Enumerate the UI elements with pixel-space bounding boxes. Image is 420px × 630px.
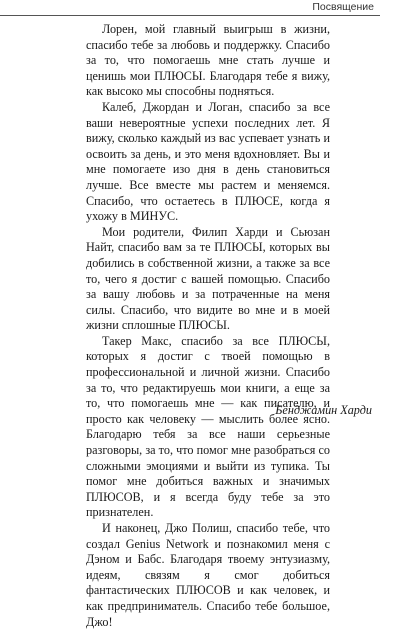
paragraph-tucker-max: Такер Макс, спасибо за все ПЛЮСЫ, которых я достиг с твоей помощью в профессиональной и личной жизни. Спасибо за то, что редактируешь мои книги, а еще за то, что помогаешь мне — как писателю, и просто как человеку — мыслить более ясно. Благодарю тебя за все наши серьезные разговоры, за то, что помог мне разобраться со сложными эмоциями и выйти из тупика. Ты помог мне добиться важных и значимых ПЛЮСОВ, и я всегда буду тебе за это признателен. bbox=[86, 333, 330, 520]
paragraph-lauren: Лорен, мой главный выигрыш в жизни, спасибо тебе за любовь и поддержку. Спасибо за то, что помогаешь мне стать лучше и ценишь мои ПЛЮСЫ. Благодаря тебе я вижу, как высоко мы способны подняться. bbox=[86, 22, 330, 99]
paragraph-joe-polish: И наконец, Джо Полиш, спасибо тебе, что создал Genius Network и познакомил меня с Дэном и Бабс. Благодаря твоему энтузиазму, идеям, связям я смог добиться фантастических ПЛЮСОВ и как человек, и как предприниматель. Спасибо тебе большое, Джо! bbox=[86, 521, 330, 629]
running-header: Посвящение bbox=[312, 1, 374, 13]
paragraph-parents: Мои родители, Филип Харди и Сьюзан Найт, спасибо вам за те ПЛЮСЫ, которых вы добились в собственной жизни, а также за все то, чего я достиг с вашей помощью. Спасибо за вашу любовь и за потраченные на меня силы. Спасибо, что видите во мне и в моей жизни сплошные ПЛЮСЫ. bbox=[86, 224, 330, 333]
paragraph-children: Калеб, Джордан и Логан, спасибо за все ваши невероятные успехи последних лет. Я вижу, сколько каждый из вас успевает узнать и освоить за день, и это меня вдохновляет. Вы и мне помогаете изо дня в день становиться лучше. Все вместе мы растем и меняемся. Спасибо, что остаетесь в ПЛЮСЕ, когда я ухожу в МИНУС. bbox=[86, 99, 330, 224]
header-rule bbox=[0, 15, 380, 16]
dedication-text bbox=[86, 22, 330, 630]
author-signature: Бенджамин Харди bbox=[275, 403, 372, 417]
